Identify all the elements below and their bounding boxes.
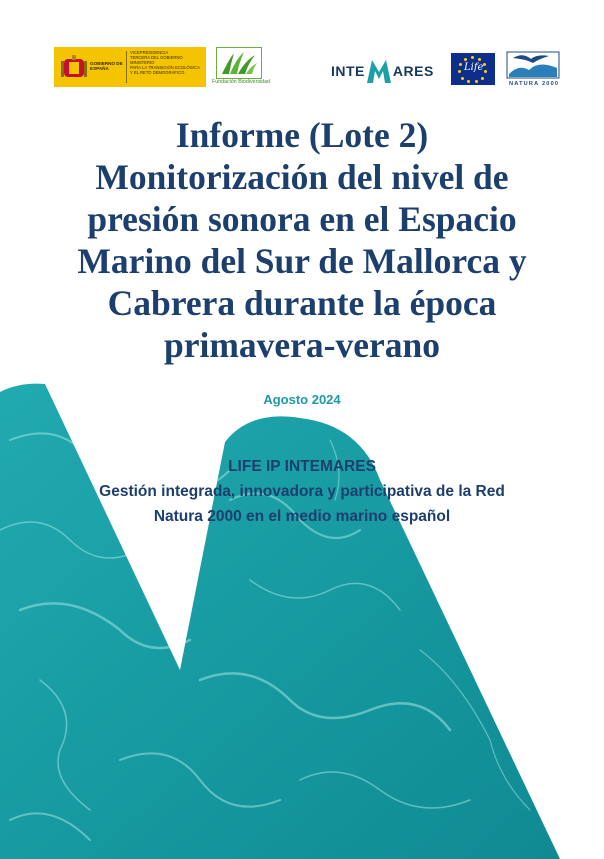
fundacion-biodiversidad-logo <box>210 47 274 87</box>
natura-bird-icon <box>505 50 561 80</box>
sea-m-graphic <box>0 380 604 859</box>
fundacion-label: Fundación Biodiversidad <box>212 79 271 85</box>
logo-divider <box>126 51 127 83</box>
project-subtitle-line2: Natura 2000 en el medio marino español <box>153 508 451 525</box>
report-title: Informe (Lote 2) Monitorización del nivel de presión sonora en el Espacio Marino del Sur de Mallorca y Cabrera durante la época primavera-verano <box>77 115 527 365</box>
coat-of-arms-icon <box>61 53 87 81</box>
eu-life-logo <box>451 53 495 85</box>
intemares-text-pre: INTE <box>331 63 365 79</box>
project-subtitle-line1: Gestión integrada, innovadora y participativa de la Red <box>99 483 505 500</box>
natura-label: NATURA 2000 <box>509 81 560 87</box>
intemares-m-icon <box>366 58 392 84</box>
project-name: LIFE IP INTEMARES <box>228 458 376 475</box>
natura-2000-logo <box>505 50 561 90</box>
intemares-text-post: ARES <box>392 63 434 79</box>
life-label: Life <box>464 62 484 73</box>
grass-icon <box>220 51 258 75</box>
ministry-text: VICEPRESIDENCIA TERCERA DEL GOBIERNO MINISTERIO PARA LA TRANSICIÓN ECOLÓGICA Y EL RETO DEMOGRÁFICO <box>130 50 200 75</box>
gobierno-text: GOBIERNO DE ESPAÑA <box>90 61 123 72</box>
project-block <box>40 454 564 529</box>
report-date: Agosto 2024 <box>263 392 341 407</box>
intemares-logo <box>331 57 434 85</box>
gobierno-logo <box>54 47 206 87</box>
